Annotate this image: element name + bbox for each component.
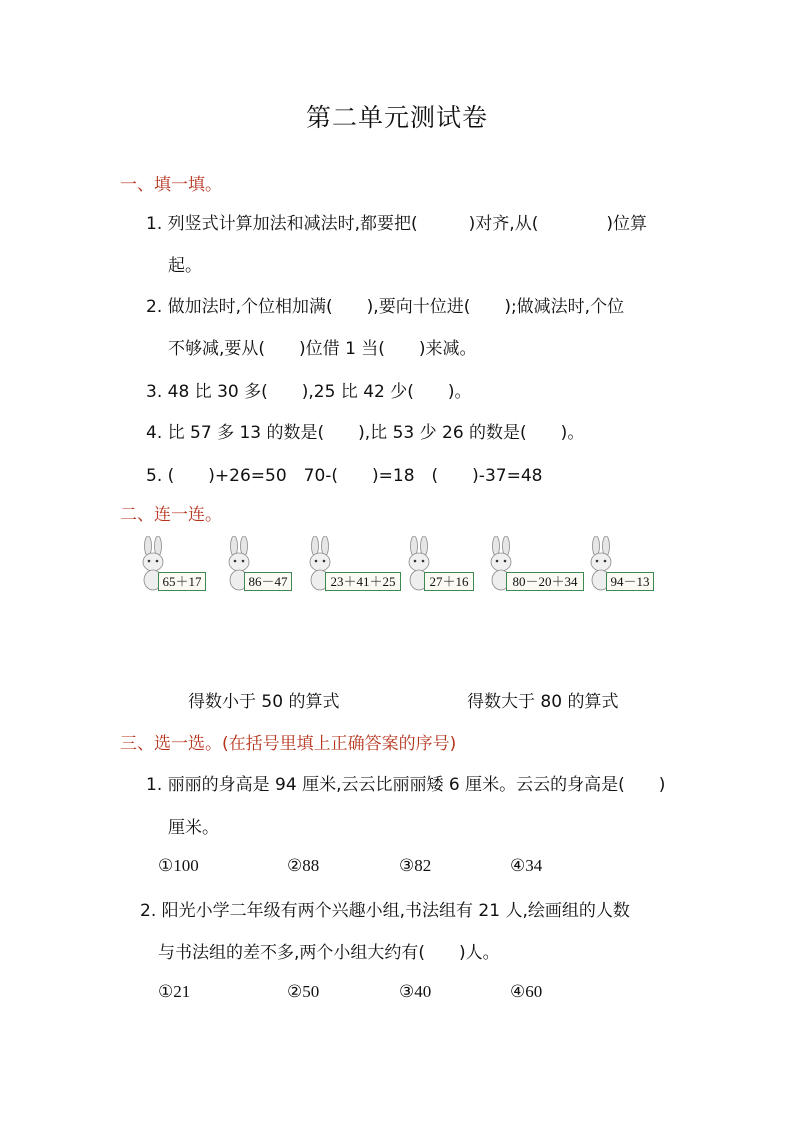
s3-q1-option-2: ②88 — [287, 856, 320, 875]
s1-q1-line2: 起。 — [168, 256, 202, 276]
s3-q2-option-3: ③40 — [399, 982, 432, 1001]
expression-label: 27＋16 — [424, 572, 474, 591]
section2-heading: 二、连一连。 — [120, 505, 222, 525]
s3-q1-option-4: ④34 — [510, 856, 543, 875]
expression-label: 80－20＋34 — [506, 572, 584, 591]
s3-q2-option-1: ①21 — [158, 982, 191, 1001]
expression-label: 86－47 — [244, 572, 292, 591]
s3-q1-line1: 1. 丽丽的身高是 94 厘米,云云比丽丽矮 6 厘米。云云的身高是( ) — [146, 775, 666, 795]
page-title: 第二单元测试卷 — [305, 103, 488, 132]
expression-label: 23＋41＋25 — [325, 572, 401, 591]
s3-q1-line2: 厘米。 — [168, 818, 219, 838]
expression-label: 94－13 — [606, 572, 654, 591]
category-greater-than-80: 得数大于 80 的算式 — [467, 692, 619, 712]
s3-q2-option-2: ②50 — [287, 982, 320, 1001]
s1-q5: 5. ( )+26=50 70-( )=18 ( )-37=48 — [146, 466, 543, 486]
section3-heading: 三、选一选。(在括号里填上正确答案的序号) — [120, 734, 457, 754]
s3-q2-line2: 与书法组的差不多,两个小组大约有( )人。 — [158, 943, 500, 963]
s3-q2-option-4: ④60 — [510, 982, 543, 1001]
s3-q1-option-1: ①100 — [158, 856, 199, 875]
s1-q3: 3. 48 比 30 多( ),25 比 42 少( )。 — [146, 382, 472, 402]
expression-label: 65＋17 — [158, 572, 206, 591]
s1-q2-line2: 不够减,要从( )位借 1 当( )来减。 — [168, 339, 477, 359]
s1-q4: 4. 比 57 多 13 的数是( ),比 53 少 26 的数是( )。 — [146, 423, 585, 443]
s1-q1-line1: 1. 列竖式计算加法和减法时,都要把( )对齐,从( )位算 — [146, 214, 647, 234]
section1-heading: 一、填一填。 — [120, 175, 222, 195]
s3-q1-option-3: ③82 — [399, 856, 432, 875]
category-less-than-50: 得数小于 50 的算式 — [188, 692, 340, 712]
s3-q2-line1: 2. 阳光小学二年级有两个兴趣小组,书法组有 21 人,绘画组的人数 — [140, 901, 630, 921]
s1-q2-line1: 2. 做加法时,个位相加满( ),要向十位进( );做减法时,个位 — [146, 297, 625, 317]
